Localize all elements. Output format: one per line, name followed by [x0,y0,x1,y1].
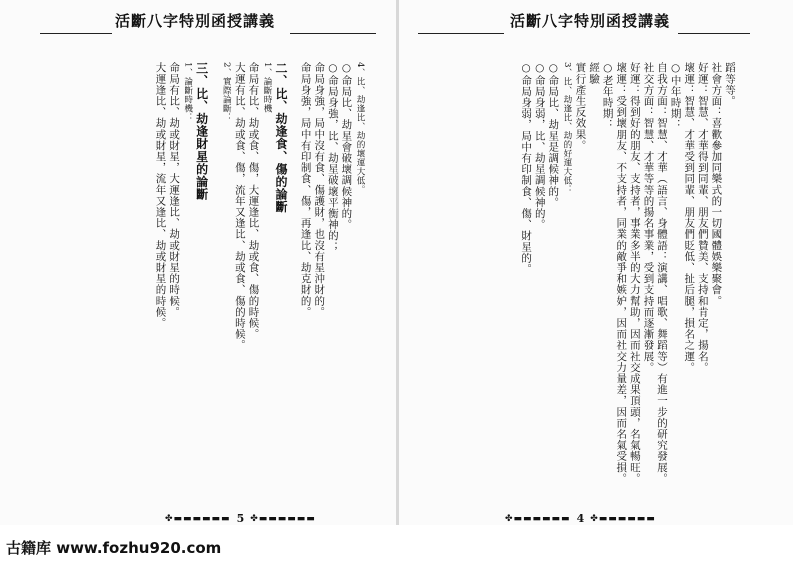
text-column: 壞運：受到壞朋友、不支持者，同業的敵爭和嫉妒，因而社交力量差，因而名氣受損。 [615,62,628,484]
text-column: 社交方面：智慧、才華等等的揚名事業，受到支持而逐漸發展。 [642,62,655,373]
right-running-head: 活斷八字特別函授講義 [510,12,671,30]
text-column: 1、論斷時機 [262,62,273,113]
column-spacer [288,62,298,492]
text-column: ○命局身弱，比、劫星調候神的。 [533,62,546,230]
text-column: 社會方面：喜歡參加同樂式的一切國體娛樂聚會。 [710,62,723,307]
right-page-number: 4 [576,512,585,525]
text-column: 好運：智慧、才華得到同輩、朋友們贊美、支持和肯定，揚名。 [696,62,709,373]
text-column: 命局身強，局中有印制食、傷，再逢比、劫克財的。 [299,62,312,318]
right-page-text [420,62,736,492]
footer-ornament-right: ✤▬▬▬▬▬▬ [250,513,316,524]
right-head-rule-a [418,33,504,34]
text-column: 經驗 [588,62,601,85]
footer-ornament-right: ✤▬▬▬▬▬▬ [590,513,656,524]
right-head-rule-b [678,33,750,34]
text-column: 2、實際論斷： [221,62,232,122]
left-footer [165,512,316,525]
section-heading: 三、比、劫逢財星的論斷 [194,62,209,201]
left-page-text [60,62,366,492]
text-column: ○命局身強，比、劫星破壞平衡神的； [326,62,339,253]
text-column: 命局有比、劫或食、傷，大運逢比、劫或食、傷的時候。 [247,62,260,340]
text-column: ○命局比、劫星會破壞調候神的。 [340,62,353,230]
left-running-head: 活斷八字特別函授講義 [115,12,276,30]
section-heading: 二、比、劫逢食、傷的論斷 [274,62,289,214]
text-column: 大運有比、劫或食、傷，流年又逢比、劫或食、傷的時候。 [233,62,246,351]
left-head-rule-a [40,33,112,34]
text-column: ○老年時期： [601,62,614,131]
text-column: ○命局身弱，局中有印制食、傷、財星的。 [520,62,533,275]
text-column: 壞運：智慧、才華受到同輩、朋友們貶低、扯后腿，損名之運。 [683,62,696,373]
text-column: 3、比、劫逢比、劫的好運大低： [561,62,572,194]
text-column: ○中年時期： [669,62,682,131]
site-watermark [0,533,793,561]
text-column: 蹈等等。 [724,62,736,107]
text-column: 4、比、劫逢比、劫的壞運大低。 [355,62,365,194]
text-column: 命局身強，局中沒有食、傷護財，也沒有星沖財的。 [313,62,326,318]
left-page-number: 5 [236,512,245,525]
watermark-text: 古籍库 www.fozhu920.com [6,539,222,557]
text-column: 1、論斷時機： [182,62,193,122]
right-footer [505,512,656,525]
text-column: 命局有比、劫或財星，大運逢比、劫或財星的時候。 [168,62,181,318]
text-column: 大運逢比、劫或財星，流年又逢比、劫或財星的時候。 [154,62,167,329]
footer-ornament-left: ✤▬▬▬▬▬▬ [165,513,231,524]
footer-ornament-left: ✤▬▬▬▬▬▬ [505,513,571,524]
text-column: 自我方面：智慧、才華（語言、身體語：演講、唱歌、舞蹈等）有進一步的研究發展。 [656,62,669,484]
column-spacer [209,62,219,492]
text-column: ○命局比、劫星是調候神的。 [547,62,560,208]
text-column: 好運：得到好的朋友、支持者，事業多半的大力幫助，因而社交成果頂頭，名氣暢旺。 [628,62,641,484]
book-gutter [396,0,399,525]
text-column: 實行產生反效果。 [574,62,587,151]
left-head-rule-b [290,33,376,34]
